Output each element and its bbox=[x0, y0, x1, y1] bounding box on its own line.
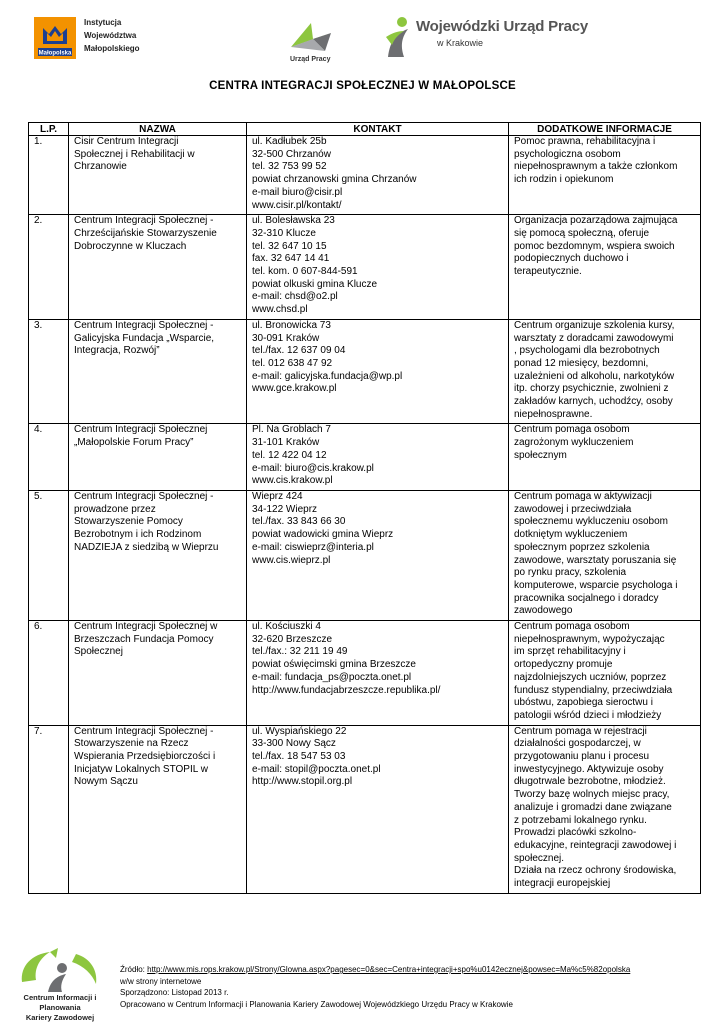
contact-line: powiat wadowicki gmina Wieprz bbox=[252, 529, 394, 541]
table-row bbox=[29, 319, 701, 424]
contact-line: 33-300 Nowy Sącz bbox=[252, 738, 336, 750]
contact-line: tel. 32 753 99 52 bbox=[252, 161, 327, 173]
malopolska-logo bbox=[34, 17, 76, 59]
name-line: Galicyjska Fundacja „Wsparcie, bbox=[74, 332, 215, 344]
table-header-row bbox=[29, 123, 701, 136]
name-line: Inicjatyw Lokalnych STOPIL w bbox=[74, 763, 208, 775]
contact-line: powiat olkuski gmina Klucze bbox=[252, 278, 378, 290]
source-line bbox=[120, 964, 630, 976]
info-line: ortopedyczny promuje bbox=[514, 659, 613, 671]
contact-line: www.cis.wieprz.pl bbox=[252, 554, 331, 566]
info-line: dotkniętym wykluczeniem bbox=[514, 529, 628, 541]
contact-line: 31-101 Kraków bbox=[252, 437, 320, 449]
info-line: fundusz stypendialny, przeciwdziała bbox=[514, 684, 673, 696]
table-row bbox=[29, 136, 701, 215]
contact-line: ul. Wyspiańskiego 22 bbox=[252, 725, 347, 737]
cipkz-logo-line-1: Centrum Informacji i Planowania bbox=[23, 993, 97, 1012]
info-line: niepełnosprawnym, wypożyczając bbox=[514, 633, 665, 645]
urzad-pracy-caption: Urząd Pracy bbox=[290, 56, 331, 63]
name-cell bbox=[69, 136, 247, 215]
wup-figure-icon bbox=[384, 15, 414, 59]
contact-line: www.gce.krakow.pl bbox=[252, 383, 337, 395]
table-row bbox=[29, 490, 701, 620]
info-cell bbox=[509, 490, 701, 620]
contact-line: 30-091 Kraków bbox=[252, 332, 320, 344]
name-line: Centrum Integracji Społecznej - bbox=[74, 725, 214, 737]
contact-line: ul. Bolesławska 23 bbox=[252, 215, 335, 227]
info-cell bbox=[509, 424, 701, 491]
info-line: zagrożonym wykluczeniem bbox=[514, 437, 634, 449]
contact-line: 32-310 Klucze bbox=[252, 227, 316, 239]
contact-line: http://www.fundacjabrzeszcze.republika.pl/ bbox=[252, 684, 441, 696]
name-line: Społecznej bbox=[74, 646, 123, 658]
contact-line: Wieprz 424 bbox=[252, 490, 303, 502]
info-line: pomoc bezdomnym, wspiera swoich bbox=[514, 240, 675, 252]
info-line: Centrum pomaga osobom bbox=[514, 424, 630, 436]
info-line: ponad 12 miesięcy, bezdomni, bbox=[514, 357, 649, 369]
contact-cell bbox=[247, 725, 509, 893]
info-line: Działa na rzecz ochrony środowiska, bbox=[514, 865, 677, 877]
info-line: komputerowe, wsparcie psychologa i bbox=[514, 579, 678, 591]
contact-line: http://www.stopil.org.pl bbox=[252, 776, 353, 788]
contact-line: tel./fax. 33 843 66 30 bbox=[252, 516, 346, 528]
contact-line: e-mail: stopil@poczta.onet.pl bbox=[252, 763, 381, 775]
info-line: się pomocą społeczną, oferuje bbox=[514, 227, 650, 239]
info-line: terapeutycznie. bbox=[514, 266, 582, 278]
cipkz-logo-line-2: Kariery Zawodowej bbox=[25, 1013, 95, 1022]
info-line: społecznym bbox=[514, 449, 567, 461]
column-header-lp: L.P. bbox=[29, 123, 69, 136]
info-cell bbox=[509, 319, 701, 424]
contact-line: e-mail: galicyjska.fundacja@wp.pl bbox=[252, 370, 403, 382]
contact-line: e-mail: ciswieprz@interia.pl bbox=[252, 541, 374, 553]
info-line: społecznej. bbox=[514, 852, 565, 864]
name-line: Dobroczynne w Kluczach bbox=[74, 240, 187, 252]
name-cell bbox=[69, 490, 247, 620]
column-header-info: DODATKOWE INFORMACJE bbox=[509, 123, 701, 136]
name-line: Stowarzyszenie Pomocy bbox=[74, 516, 183, 528]
contact-line: 32-500 Chrzanów bbox=[252, 148, 331, 160]
name-cell bbox=[69, 215, 247, 320]
name-line: NADZIEJA z siedzibą w Wieprzu bbox=[74, 541, 219, 553]
table-row bbox=[29, 215, 701, 320]
page-footer bbox=[120, 964, 630, 1010]
document-title: CENTRA INTEGRACJI SPOŁECZNEJ W MAŁOPOLSCE bbox=[209, 80, 516, 92]
malopolska-crown-icon bbox=[34, 17, 76, 59]
contact-line: tel. 12 422 04 12 bbox=[252, 449, 327, 461]
contact-cell bbox=[247, 319, 509, 424]
contact-line: www.cisir.pl/kontakt/ bbox=[252, 199, 342, 211]
institution-line-1: Instytucja bbox=[84, 18, 122, 27]
table-row bbox=[29, 725, 701, 893]
name-cell bbox=[69, 319, 247, 424]
wup-title: Wojewódzki Urząd Pracy bbox=[416, 18, 589, 35]
info-line: działalności gospodarczej, w bbox=[514, 738, 641, 750]
info-line: Prowadzi placówki szkolno- bbox=[514, 827, 637, 839]
contact-line: www.cis.krakow.pl bbox=[252, 475, 333, 487]
institution-label bbox=[84, 16, 140, 55]
name-line: Centrum Integracji Społecznej - bbox=[74, 215, 214, 227]
name-line: „Małopolskie Forum Pracy” bbox=[74, 437, 194, 449]
name-line: Centrum Integracji Społecznej bbox=[74, 424, 208, 436]
contact-cell bbox=[247, 215, 509, 320]
info-line: przygotowaniu planu i procesu bbox=[514, 751, 650, 763]
info-line: po rynku pracy, szkolenia bbox=[514, 567, 627, 579]
cipkz-logo-text bbox=[4, 993, 116, 1023]
contact-cell bbox=[247, 136, 509, 215]
info-line: uzależnieni od alkoholu, narkotyków bbox=[514, 370, 675, 382]
info-line: Tworzy bazę wolnych miejsc pracy, bbox=[514, 789, 670, 801]
info-line: długotrwale bezrobotne, młodzież. bbox=[514, 776, 666, 788]
info-cell bbox=[509, 136, 701, 215]
info-line: niepełnosprawne. bbox=[514, 408, 593, 420]
info-cell bbox=[509, 725, 701, 893]
info-line: Organizacja pozarządowa zajmująca bbox=[514, 215, 678, 227]
info-line: Centrum pomaga w aktywizacji bbox=[514, 490, 652, 502]
info-line: niepełnosprawnym a także członkom bbox=[514, 161, 678, 173]
info-line: zawodowego bbox=[514, 605, 573, 617]
name-line: Centrum Integracji Społecznej - bbox=[74, 319, 214, 331]
info-line: społecznemu wykluczeniu osobom bbox=[514, 516, 668, 528]
name-line: Cisir Centrum Integracji bbox=[74, 136, 179, 147]
name-line: Chrześcijańskie Stowarzyszenie bbox=[74, 227, 217, 239]
info-line: analizuje i gromadzi dane związane bbox=[514, 801, 672, 813]
name-line: Stowarzyszenie na Rzecz bbox=[74, 738, 189, 750]
contact-line: tel. 32 647 10 15 bbox=[252, 240, 327, 252]
institution-line-2: Województwa bbox=[84, 31, 137, 40]
info-line: , psychologami dla bezrobotnych bbox=[514, 345, 660, 357]
name-line: Bezrobotnym i ich Rodzinom bbox=[74, 529, 202, 541]
contact-line: powiat oświęcimski gmina Brzeszcze bbox=[252, 659, 416, 671]
name-line: Wspierania Przedsiębiorczości i bbox=[74, 751, 216, 763]
name-line: Brzeszczach Fundacja Pomocy bbox=[74, 633, 214, 645]
contact-cell bbox=[247, 490, 509, 620]
info-line: zawodowe, warsztaty poruszania się bbox=[514, 554, 677, 566]
info-cell bbox=[509, 621, 701, 726]
table-row bbox=[29, 424, 701, 491]
contact-line: e-mail biuro@cisir.pl bbox=[252, 186, 343, 198]
contact-line: e-mail: biuro@cis.krakow.pl bbox=[252, 462, 374, 474]
table-body bbox=[29, 136, 701, 894]
info-line: ubóstwu, zapobiega sieroctwu i bbox=[514, 697, 653, 709]
info-line: podopiecznych duchowo i bbox=[514, 253, 629, 265]
institution-line-3: Małopolskiego bbox=[84, 44, 140, 53]
name-line: Centrum Integracji Społecznej w bbox=[74, 621, 218, 633]
row-number: 3. bbox=[29, 319, 69, 424]
info-line: pracownika socjalnego i doradcy bbox=[514, 592, 659, 604]
info-line: ich rodzin i opiekunom bbox=[514, 174, 614, 186]
contact-line: 32-620 Brzeszcze bbox=[252, 633, 333, 645]
info-line: patologii wśród dzieci i młodzieży bbox=[514, 709, 662, 721]
name-line: prowadzone przez bbox=[74, 503, 156, 515]
table-row bbox=[29, 621, 701, 726]
row-number: 1. bbox=[29, 136, 69, 215]
prepared-date: Sporządzono: Listopad 2013 r. bbox=[120, 988, 229, 998]
name-line: Społecznej i Rehabilitacji w bbox=[74, 148, 195, 160]
info-line: społecznym poprzez szkolenia bbox=[514, 541, 650, 553]
contact-line: e-mail: chsd@o2.pl bbox=[252, 291, 338, 303]
page-header bbox=[0, 0, 725, 75]
info-line: Centrum organizuje szkolenia kursy, bbox=[514, 319, 675, 331]
name-line: Chrzanowie bbox=[74, 161, 127, 173]
centers-table bbox=[28, 122, 701, 894]
wup-subtitle: w Krakowie bbox=[437, 38, 484, 48]
info-line: warsztaty z doradcami zawodowymi bbox=[514, 332, 674, 344]
info-line: z potrzebami lokalnego rynku. bbox=[514, 814, 647, 826]
contact-line: tel. kom. 0 607-844-591 bbox=[252, 266, 358, 278]
contact-cell bbox=[247, 424, 509, 491]
column-header-contact: KONTAKT bbox=[247, 123, 509, 136]
info-line: zakładów karnych, uchodźcy, osoby bbox=[514, 396, 673, 408]
info-line: Centrum pomaga w rejestracji bbox=[514, 725, 647, 737]
contact-line: ul. Bronowicka 73 bbox=[252, 319, 331, 331]
contact-line: ul. Kadłubek 25b bbox=[252, 136, 327, 147]
info-line: psychologiczna osobom bbox=[514, 148, 621, 160]
row-number: 7. bbox=[29, 725, 69, 893]
info-line: Pomoc prawna, rehabilitacyjna i bbox=[514, 136, 656, 147]
author-note: Opracowano w Centrum Informacji i Planowania Kariery Zawodowej Wojewódzkiego Urzędu Pracy w Krakowie bbox=[120, 999, 513, 1009]
info-line: najzdolniejszych uczniów, poprzez bbox=[514, 671, 667, 683]
name-line: Centrum Integracji Społecznej - bbox=[74, 490, 214, 502]
row-number: 4. bbox=[29, 424, 69, 491]
info-line: itp. chorzy psychicznie, zwolnieni z bbox=[514, 383, 669, 395]
source-link[interactable]: http://www.mis.rops.krakow.pl/Strony/Glowna.aspx?pagesec=0&sec=Centra+integracji+spo%u0142ecznej&powsec=Ma%c5%82opolska bbox=[147, 965, 631, 974]
contact-line: 34-122 Wieprz bbox=[252, 503, 318, 515]
contact-line: fax. 32 647 14 41 bbox=[252, 253, 330, 265]
contact-line: ul. Kościuszki 4 bbox=[252, 621, 321, 633]
info-line: integracji europejskiej bbox=[514, 878, 611, 890]
name-line: Nowym Sączu bbox=[74, 776, 138, 788]
contact-cell bbox=[247, 621, 509, 726]
contact-line: e-mail: fundacja_ps@poczta.onet.pl bbox=[252, 671, 412, 683]
contact-line: tel./fax. 12 637 09 04 bbox=[252, 345, 346, 357]
contact-line: tel. 012 638 47 92 bbox=[252, 357, 333, 369]
row-number: 6. bbox=[29, 621, 69, 726]
column-header-name: NAZWA bbox=[69, 123, 247, 136]
name-cell bbox=[69, 725, 247, 893]
info-line: im sprzęt rehabilitacyjny i bbox=[514, 646, 626, 658]
contact-line: tel./fax.: 32 211 19 49 bbox=[252, 646, 348, 658]
info-line: inwestycyjnego. Aktywizuje osoby bbox=[514, 763, 664, 775]
info-line: Centrum pomaga osobom bbox=[514, 621, 630, 633]
name-cell bbox=[69, 621, 247, 726]
contact-line: tel./fax. 18 547 53 03 bbox=[252, 751, 346, 763]
info-line: zawodowej i przeciwdziała bbox=[514, 503, 632, 515]
info-cell bbox=[509, 215, 701, 320]
logo-caption: Małopolska bbox=[38, 50, 72, 57]
name-cell bbox=[69, 424, 247, 491]
contact-line: www.chsd.pl bbox=[252, 304, 308, 316]
name-line: Integracja, Rozwój” bbox=[74, 345, 160, 357]
info-line: edukacyjne, reintegracji zawodowej i bbox=[514, 839, 677, 851]
contact-line: Pl. Na Groblach 7 bbox=[252, 424, 331, 436]
row-number: 5. bbox=[29, 490, 69, 620]
source-prefix: Źródło: bbox=[120, 965, 148, 974]
source-note: w/w strony internetowe bbox=[120, 976, 202, 986]
contact-line: powiat chrzanowski gmina Chrzanów bbox=[252, 174, 417, 186]
row-number: 2. bbox=[29, 215, 69, 320]
